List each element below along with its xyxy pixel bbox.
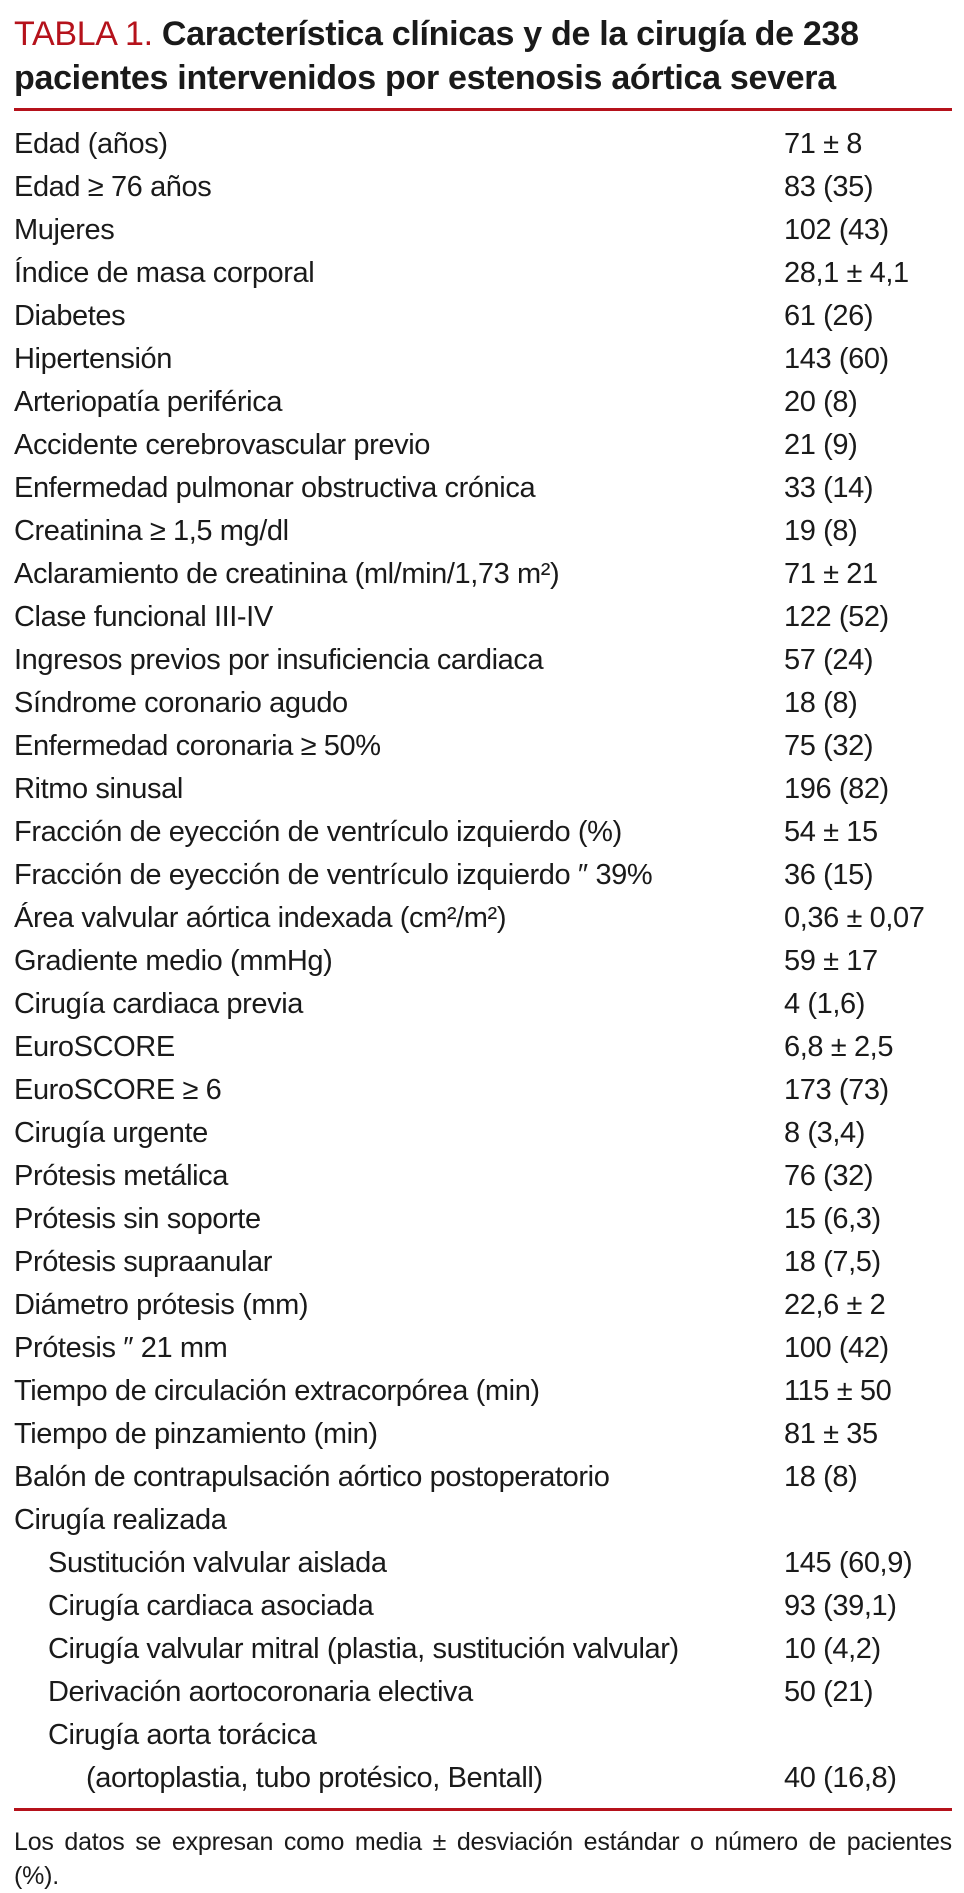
table-row — [14, 854, 952, 897]
table-row — [14, 553, 952, 596]
row-value: 115 ± 50 — [784, 1375, 892, 1407]
bottom-divider — [14, 1808, 952, 1811]
table-row — [14, 983, 952, 1026]
row-value: 36 (15) — [784, 859, 874, 891]
row-label: Mujeres — [14, 214, 115, 246]
row-label: Edad (años) — [14, 128, 168, 160]
row-label: Tiempo de circulación extracorpórea (min) — [14, 1375, 540, 1407]
table-row — [14, 639, 952, 682]
row-value: 28,1 ± 4,1 — [784, 257, 909, 289]
row-value: 6,8 ± 2,5 — [784, 1031, 894, 1063]
row-label: Diámetro prótesis (mm) — [14, 1289, 309, 1321]
table-row — [14, 1413, 952, 1456]
table-row — [14, 1069, 952, 1112]
table-row — [14, 123, 952, 166]
table-row — [14, 1327, 952, 1370]
table-row — [14, 725, 952, 768]
row-value: 122 (52) — [784, 601, 889, 633]
row-label: Prótesis supraanular — [14, 1246, 272, 1278]
row-label: Ingresos previos por insuficiencia cardiaca — [14, 644, 544, 676]
table-row — [14, 1456, 952, 1499]
row-value: 145 (60,9) — [784, 1547, 913, 1579]
row-value: 33 (14) — [784, 472, 874, 504]
row-label: Cirugía aorta torácica — [48, 1719, 317, 1751]
table-row — [14, 1241, 952, 1284]
row-value: 22,6 ± 2 — [784, 1289, 886, 1321]
top-divider — [14, 108, 952, 111]
row-value: 10 (4,2) — [784, 1633, 881, 1665]
table-row — [14, 1542, 952, 1585]
row-label: Enfermedad pulmonar obstructiva crónica — [14, 472, 536, 504]
row-value: 15 (6,3) — [784, 1203, 881, 1235]
row-label: Edad ≥ 76 años — [14, 171, 212, 203]
table-row — [14, 209, 952, 252]
table-tag: TABLA 1. — [14, 15, 153, 53]
table-row — [14, 1155, 952, 1198]
row-label: Arteriopatía periférica — [14, 386, 283, 418]
row-label: Cirugía cardiaca previa — [14, 988, 303, 1020]
row-label: EuroSCORE — [14, 1031, 175, 1063]
table-row — [14, 682, 952, 725]
row-label: Gradiente medio (mmHg) — [14, 945, 333, 977]
table-row — [14, 1757, 952, 1800]
row-label: EuroSCORE ≥ 6 — [14, 1074, 222, 1106]
table-row — [14, 1026, 952, 1069]
row-label: Índice de masa corporal — [14, 257, 315, 289]
table-row — [14, 940, 952, 983]
row-label: Aclaramiento de creatinina (ml/min/1,73 m²) — [14, 558, 560, 590]
row-value: 59 ± 17 — [784, 945, 878, 977]
row-value: 18 (8) — [784, 687, 858, 719]
table-row — [14, 1370, 952, 1413]
table-row — [14, 1585, 952, 1628]
row-label: Hipertensión — [14, 343, 173, 375]
table-row — [14, 1714, 952, 1757]
row-label: Clase funcional III-IV — [14, 601, 273, 633]
row-value: 71 ± 8 — [784, 128, 863, 160]
row-label: Ritmo sinusal — [14, 773, 183, 805]
row-value: 4 (1,6) — [784, 988, 866, 1020]
row-value: 61 (26) — [784, 300, 874, 332]
row-label: (aortoplastia, tubo protésico, Bentall) — [86, 1762, 543, 1794]
row-value: 54 ± 15 — [784, 816, 878, 848]
row-label: Accidente cerebrovascular previo — [14, 429, 430, 461]
table-row — [14, 596, 952, 639]
row-value: 57 (24) — [784, 644, 874, 676]
row-label: Enfermedad coronaria ≥ 50% — [14, 730, 381, 762]
row-label: Fracción de eyección de ventrículo izquierdo (%) — [14, 816, 622, 848]
table-row — [14, 166, 952, 209]
table-row — [14, 1198, 952, 1241]
row-label: Cirugía valvular mitral (plastia, sustitución valvular) — [48, 1633, 679, 1665]
row-value: 81 ± 35 — [784, 1418, 878, 1450]
row-value: 20 (8) — [784, 386, 858, 418]
row-label: Prótesis sin soporte — [14, 1203, 261, 1235]
table-row — [14, 1499, 952, 1542]
row-value: 8 (3,4) — [784, 1117, 866, 1149]
table-row — [14, 338, 952, 381]
row-label: Tiempo de pinzamiento (min) — [14, 1418, 378, 1450]
row-value: 18 (8) — [784, 1461, 858, 1493]
table-row — [14, 1112, 952, 1155]
table-row — [14, 1284, 952, 1327]
row-label: Prótesis metálica — [14, 1160, 228, 1192]
row-label: Síndrome coronario agudo — [14, 687, 348, 719]
row-label: Derivación aortocoronaria electiva — [48, 1676, 473, 1708]
table-body — [14, 123, 952, 1800]
row-value: 18 (7,5) — [784, 1246, 881, 1278]
row-label: Diabetes — [14, 300, 126, 332]
row-value: 83 (35) — [784, 171, 874, 203]
table-row — [14, 295, 952, 338]
row-value: 100 (42) — [784, 1332, 889, 1364]
table-title-text: Característica clínicas y de la cirugía de 238 pacientes intervenidos por estenosis aórtica severa — [14, 15, 859, 97]
row-label: Fracción de eyección de ventrículo izquierdo ″ 39% — [14, 859, 653, 891]
table-row — [14, 768, 952, 811]
table-row — [14, 897, 952, 940]
row-value: 173 (73) — [784, 1074, 889, 1106]
row-value: 0,36 ± 0,07 — [784, 902, 925, 934]
table-row — [14, 467, 952, 510]
row-value: 21 (9) — [784, 429, 858, 461]
table-row — [14, 381, 952, 424]
row-label: Sustitución valvular aislada — [48, 1547, 387, 1579]
table-row — [14, 1671, 952, 1714]
row-value: 40 (16,8) — [784, 1762, 897, 1794]
row-value: 93 (39,1) — [784, 1590, 897, 1622]
table-row — [14, 510, 952, 553]
row-label: Balón de contrapulsación aórtico postoperatorio — [14, 1461, 610, 1493]
table-footnote: Los datos se expresan como media ± desviación estándar o número de pacientes (%). — [14, 1828, 952, 1890]
table-row — [14, 1628, 952, 1671]
row-label: Creatinina ≥ 1,5 mg/dl — [14, 515, 289, 547]
row-value: 196 (82) — [784, 773, 889, 805]
table-row — [14, 811, 952, 854]
table-card — [14, 8, 952, 1893]
row-label: Área valvular aórtica indexada (cm²/m²) — [14, 902, 507, 934]
table-title — [14, 8, 952, 100]
row-label: Cirugía cardiaca asociada — [48, 1590, 374, 1622]
row-value: 19 (8) — [784, 515, 858, 547]
row-label: Cirugía realizada — [14, 1504, 227, 1536]
table-row — [14, 424, 952, 467]
table-row — [14, 252, 952, 295]
row-value: 143 (60) — [784, 343, 889, 375]
row-value: 50 (21) — [784, 1676, 874, 1708]
row-value: 75 (32) — [784, 730, 874, 762]
row-label: Prótesis ″ 21 mm — [14, 1332, 228, 1364]
row-label: Cirugía urgente — [14, 1117, 208, 1149]
row-value: 76 (32) — [784, 1160, 874, 1192]
row-value: 102 (43) — [784, 214, 889, 246]
row-value: 71 ± 21 — [784, 558, 878, 590]
